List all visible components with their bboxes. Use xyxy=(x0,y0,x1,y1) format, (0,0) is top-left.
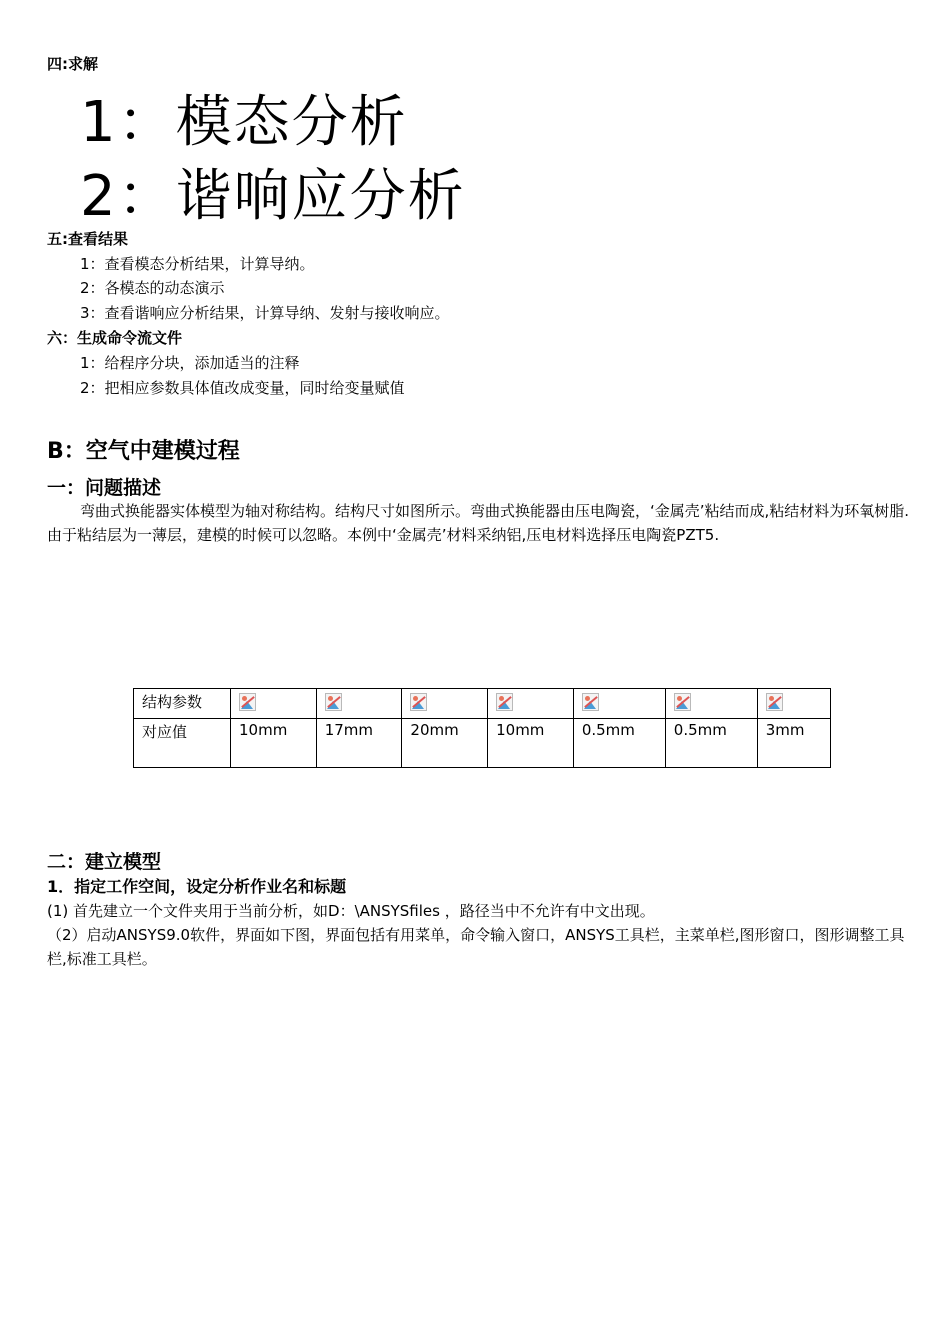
results-heading: 五:查看结果 xyxy=(47,230,128,248)
problem-heading: 一：问题描述 xyxy=(47,477,162,499)
table-cell: 3mm xyxy=(757,719,830,768)
results-item-2: 2：各模态的动态演示 xyxy=(80,279,225,297)
parameter-table xyxy=(133,688,831,768)
broken-image-icon xyxy=(582,693,599,711)
broken-image-icon xyxy=(325,693,342,711)
model-step-1: (1) 首先建立一个文件夹用于当前分析，如D：\ANSYSfiles ，路径当中不允许有中文出现。 xyxy=(47,902,655,920)
solve-item-harmonic: 2：谐响应分析 xyxy=(80,164,466,229)
solve-heading: 四:求解 xyxy=(47,55,98,73)
table-cell: 0.5mm xyxy=(665,719,757,768)
table-row-label: 结构参数 xyxy=(134,689,231,719)
broken-image-icon xyxy=(496,693,513,711)
table-cell: 10mm xyxy=(231,719,317,768)
command-item-2: 2：把相应参数具体值改成变量，同时给变量赋值 xyxy=(80,379,405,397)
command-item-1: 1：给程序分块，添加适当的注释 xyxy=(80,354,300,372)
results-item-3: 3：查看谐响应分析结果，计算导纳、发射与接收响应。 xyxy=(80,304,450,322)
broken-image-icon xyxy=(674,693,691,711)
section-b-title: B：空气中建模过程 xyxy=(47,439,240,464)
results-item-1: 1：查看模态分析结果，计算导纳。 xyxy=(80,255,315,273)
broken-image-icon xyxy=(766,693,783,711)
solve-item-modal: 1：模态分析 xyxy=(80,90,408,155)
table-row-label: 对应值 xyxy=(134,719,231,768)
table-cell: 10mm xyxy=(488,719,574,768)
command-heading: 六：生成命令流文件 xyxy=(47,329,183,347)
table-cell: 17mm xyxy=(316,719,402,768)
model-step-2: （2）启动ANSYS9.0软件，界面如下图，界面包括有用菜单，命令输入窗口，ANSYS工具栏，主菜单栏,图形窗口，图形调整工具栏,标准工具栏。 xyxy=(47,926,905,968)
model-heading: 二：建立模型 xyxy=(47,851,162,873)
broken-image-icon xyxy=(239,693,256,711)
broken-image-icon xyxy=(410,693,427,711)
model-sub-heading: 1．指定工作空间，设定分析作业名和标题 xyxy=(47,877,347,896)
table-cell: 0.5mm xyxy=(573,719,665,768)
problem-description: 弯曲式换能器实体模型为轴对称结构。结构尺寸如图所示。弯曲式换能器由压电陶瓷，‘金属壳’粘结而成,粘结材料为环氧树脂.由于粘结层为一薄层，建模的时候可以忽略。本例中‘金属壳’材料采纳铝,压电材料选择压电陶瓷PZT5. xyxy=(47,502,910,544)
table-cell: 20mm xyxy=(402,719,488,768)
